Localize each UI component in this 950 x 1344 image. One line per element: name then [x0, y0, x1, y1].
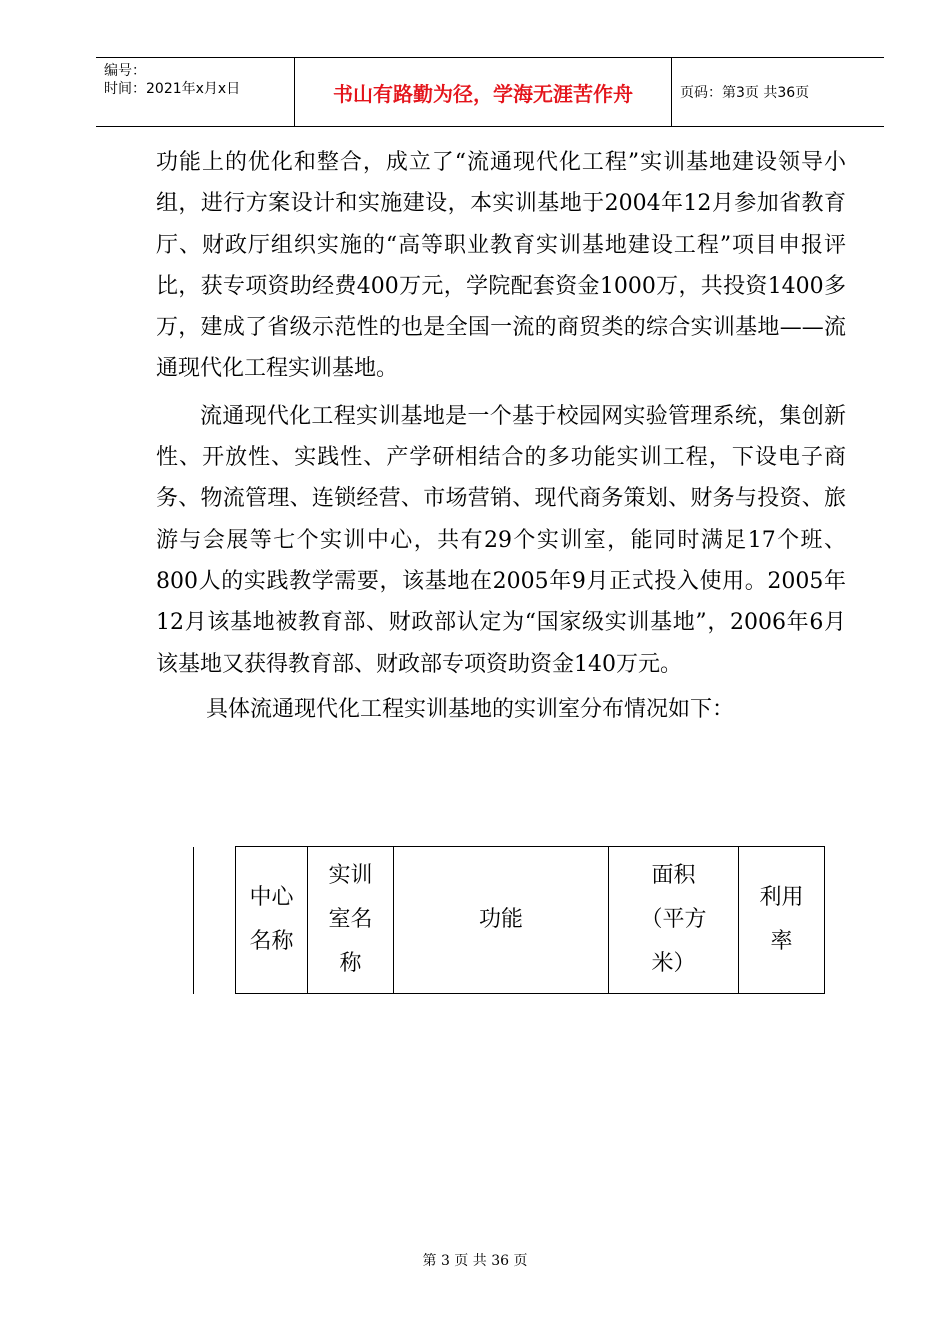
table-header-cell: 面积（平方米） — [609, 847, 739, 994]
document-number-label: 编号： — [104, 63, 146, 79]
table-header-cell: 中心名称 — [236, 847, 308, 994]
table-header-row — [194, 847, 825, 994]
table-header-cell: 功能 — [394, 847, 609, 994]
header-page-info: 页码：第3页 共36页 — [680, 85, 810, 101]
table-blank-cell — [194, 847, 236, 994]
header-meta — [96, 58, 294, 126]
header-motto: 书山有路勤为径，学海无涯苦作舟 — [333, 81, 633, 106]
page-header — [96, 57, 884, 127]
training-room-table — [193, 846, 825, 994]
paragraph: 具体流通现代化工程实训基地的实训室分布情况如下： — [206, 696, 735, 722]
document-body — [156, 142, 846, 730]
table-header-cell: 利用率 — [739, 847, 825, 994]
paragraph: 流通现代化工程实训基地是一个基于校园网实验管理系统，集创新性、开放性、实践性、产学研相结合的多功能实训工程，下设电子商务、物流管理、连锁经营、市场营销、现代商务策划、财务与投资、旅游与会展等七个实训中心，共有29个实训室，能同时满足17个班、800人的实践教学需要，该基地在2005年9月正式投入使用。2005年12月该基地被教育部、财政部认定为“国家级实训基地”，2006年6月该基地又获得教育部、财政部专项资助资金140万元。 — [156, 403, 846, 677]
page-footer: 第 3 页 共 36 页 — [422, 1253, 528, 1269]
document-time-label: 时间：2021年x月x日 — [104, 81, 241, 97]
table-header-cell: 实训室名称 — [308, 847, 394, 994]
paragraph: 功能上的优化和整合，成立了“流通现代化工程”实训基地建设领导小组，进行方案设计和实施建设，本实训基地于2004年12月参加省教育厅、财政厅组织实施的“高等职业教育实训基地建设工程”项目申报评比，获专项资助经费400万元，学院配套资金1000万，共投资1400多万，建成了省级示范性的也是全国一流的商贸类的综合实训基地——流通现代化工程实训基地。 — [156, 150, 846, 382]
